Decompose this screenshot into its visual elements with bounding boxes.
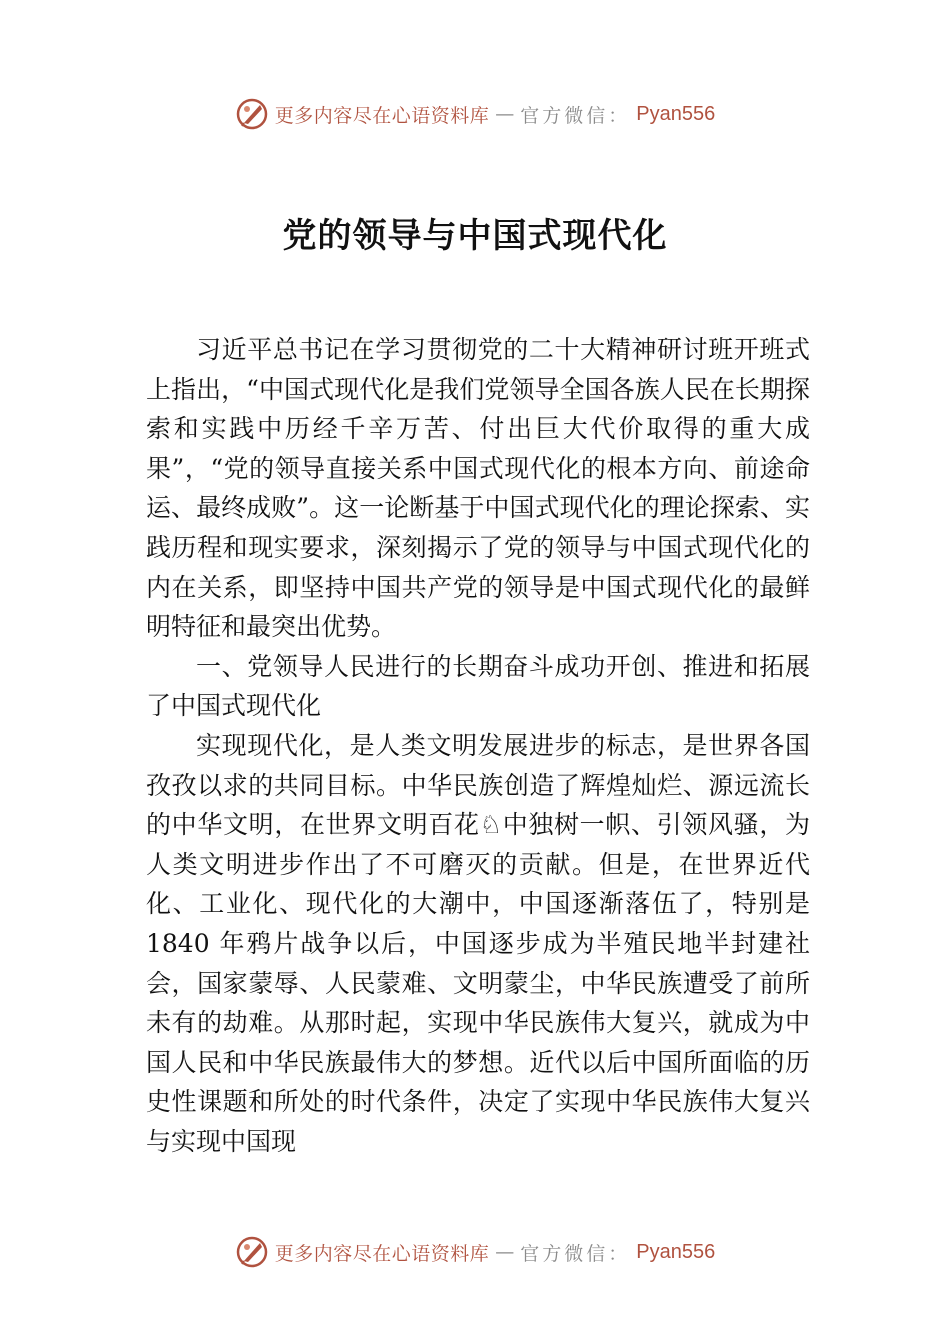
watermark-id: Pyan556 — [636, 102, 716, 125]
watermark-text: 更多内容尽在心语资料库 — [274, 1242, 490, 1265]
document-title: 党的领导与中国式现代化 — [282, 216, 668, 256]
watermark-dash: — — [495, 103, 515, 125]
section-heading: 一、党领导人民进行的长期奋斗成功开创、推进和拓展了中国式现代化 — [146, 651, 810, 721]
document-body — [146, 330, 810, 1161]
watermark-text: 更多内容尽在心语资料库 — [274, 104, 490, 127]
paragraph: 实现现代化，是人类文明发展进步的标志，是世界各国孜孜以求的共同目标。中华民族创造了辉煌灿烂、源远流长的中华文明，在世界文明百花♘中独树一帜、引领风骚，为人类文明进步作出了不可磨灭的贡献。但是，在世界近代化、工业化、现代化的大潮中，中国逐渐落伍了，特别是 1840 年鸦片战争以后，中国逐步成为半殖民地半封建社会，国家蒙辱、人民蒙难、文明蒙尘，中华民族遭受了前所未有的劫难。从那时起，实现中华民族伟大复兴，就成为中国人民和中华民族最伟大的梦想。近代以后中国所面临的历史性课题和所处的时代条件，决定了实现中华民族伟大复兴与实现中国现 — [146, 730, 810, 1156]
watermark-label: 官方微信： — [520, 1242, 631, 1265]
paragraph: 习近平总书记在学习贯彻党的二十大精神研讨班开班式上指出，“中国式现代化是我们党领导全国各族人民在长期探索和实践中历经千辛万苦、付出巨大代价取得的重大成果”，“党的领导直接关系中国式现代化的根本方向、前途命运、最终成败”。这一论断基于中国式现代化的理论探索、实践历程和现实要求，深刻揭示了党的领导与中国式现代化的内在关系，即坚持中国共产党的领导是中国式现代化的最鲜明特征和最突出优势。 — [146, 335, 810, 642]
header-watermark — [0, 94, 950, 134]
watermark-dash: — — [495, 1241, 515, 1263]
quill-logo-icon — [235, 1235, 269, 1269]
footer-watermark — [0, 1232, 950, 1272]
watermark-id: Pyan556 — [636, 1240, 716, 1263]
quill-logo-icon — [235, 97, 269, 131]
watermark-label: 官方微信： — [520, 104, 631, 127]
